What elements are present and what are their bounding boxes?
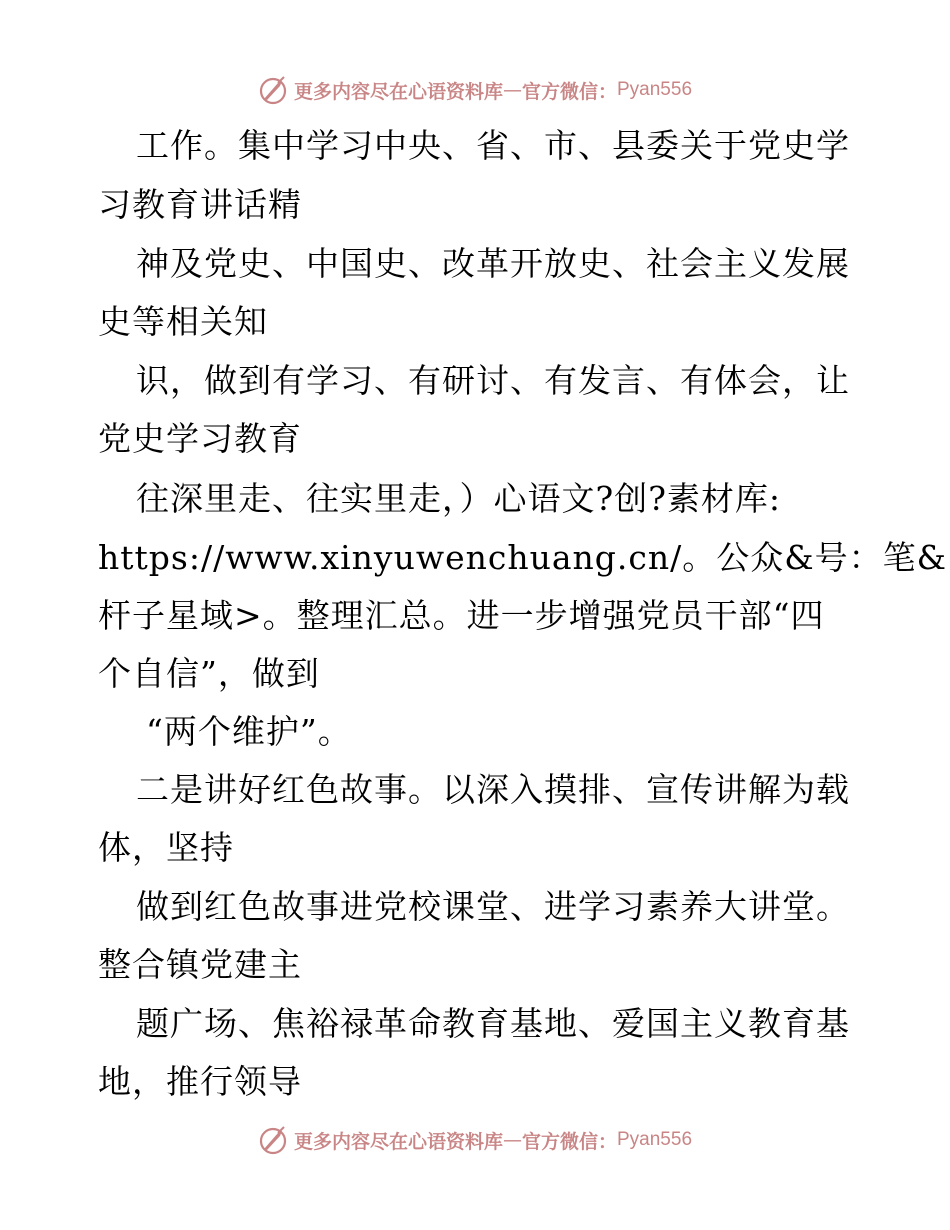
- wechat-label: 官方微信：: [521, 1130, 617, 1153]
- body-line: 识，做到有学习、有研讨、有发言、有体会，让: [136, 361, 850, 400]
- body-line: 工作。集中学习中央、省、市、县委关于党史学: [136, 126, 850, 165]
- body-line: 题广场、焦裕禄革命教育基地、爱国主义教育基: [136, 1004, 850, 1043]
- quill-pen-seal-icon: [258, 1125, 288, 1155]
- footer-watermark: [0, 1122, 950, 1158]
- body-line: https://www.xinyuwenchuang.cn/。公众&号：笔&: [98, 538, 947, 577]
- watermark-separator: —: [502, 79, 522, 101]
- body-line: 习教育讲话精: [98, 185, 302, 224]
- body-line: 杆子星域>。整理汇总。进一步增强党员干部“四: [98, 596, 825, 635]
- body-line: 神及党史、中国史、改革开放史、社会主义发展: [136, 244, 850, 283]
- body-line: 体，坚持: [98, 828, 234, 867]
- wechat-label: 官方微信：: [521, 80, 617, 103]
- watermark-separator: —: [502, 1129, 522, 1151]
- body-line: 史等相关知: [98, 302, 268, 341]
- watermark-text: 更多内容尽在心语资料库: [293, 1130, 503, 1153]
- wechat-id: Pyan556: [617, 1129, 693, 1150]
- header-watermark: [0, 72, 950, 108]
- watermark-text: 更多内容尽在心语资料库: [293, 80, 503, 103]
- body-line: 地，推行领导: [98, 1062, 302, 1101]
- quill-pen-seal-icon: [258, 75, 288, 105]
- wechat-id: Pyan556: [617, 79, 693, 100]
- body-line: “两个维护”。: [146, 712, 352, 751]
- body-line: 二是讲好红色故事。以深入摸排、宣传讲解为载: [136, 770, 850, 809]
- body-line: 往深里走、往实里走，）心语文?创?素材库:: [136, 479, 782, 518]
- body-line: 整合镇党建主: [98, 945, 302, 984]
- body-line: 党史学习教育: [98, 419, 302, 458]
- body-line: 做到红色故事进党校课堂、进学习素养大讲堂。: [136, 887, 850, 926]
- body-line: 个自信”，做到: [98, 654, 320, 693]
